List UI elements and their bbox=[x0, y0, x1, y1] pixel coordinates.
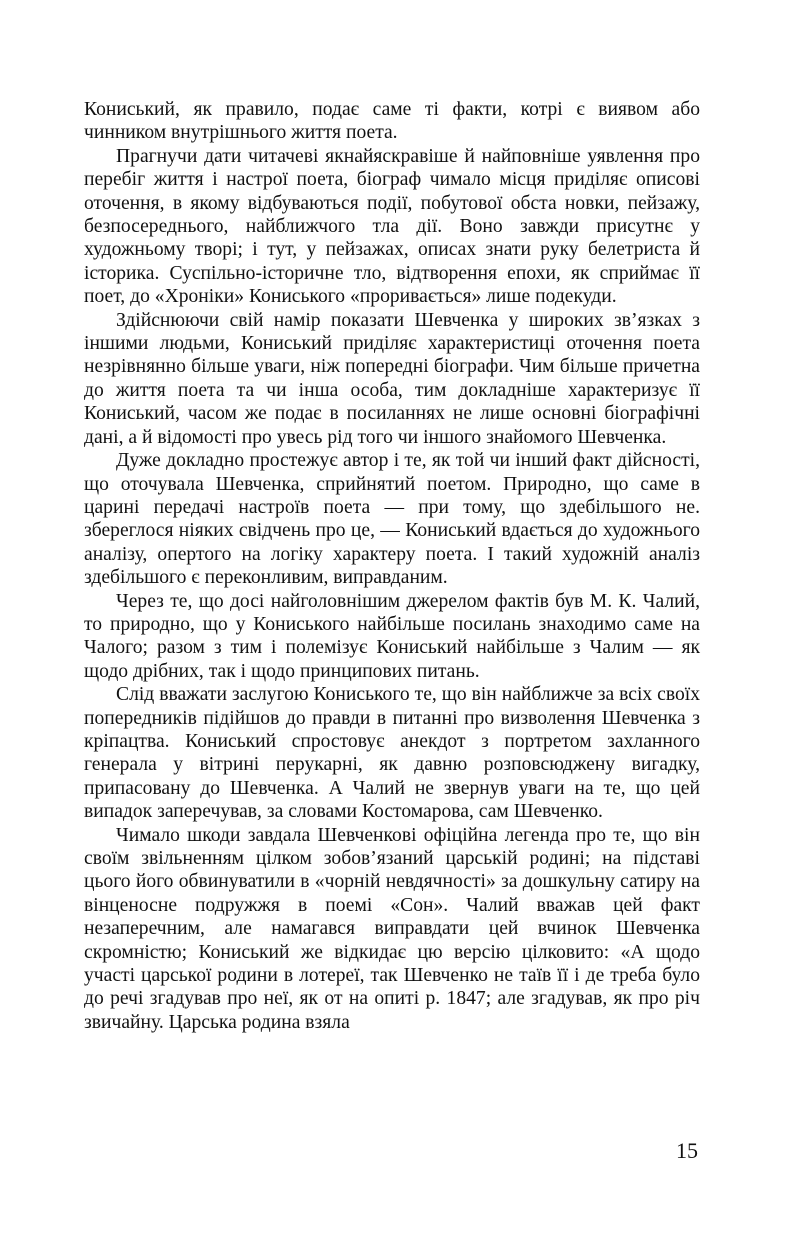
paragraph-3: Здійснюючи свій намір показати Шевченка у широких зв’язках з іншими людьми, Кониський приділяє характеристиці оточення поета незрівнянно більше уваги, ніж попередні біографи. Чим більше причетна до життя поета та чи інша особа, тим докладніше характеризує її Кониський, часом же подає в посиланнях не лише основні біографічні дані, а й відомості про увесь рід того чи іншого знайомого Шевченка. bbox=[84, 309, 700, 448]
page-number: 15 bbox=[676, 1138, 698, 1163]
paragraph-1: Кониський, як правило, подає саме ті факти, котрі є виявом або чинником внутрішнього життя поета. bbox=[84, 99, 700, 144]
body-text bbox=[84, 98, 700, 1034]
paragraph-5: Через те, що досі найголовнішим джерелом фактів був М. К. Чалий, то природно, що у Кониського найбільше посилань знаходимо саме на Чалого; разом з тим і полемізує Кониський найбільше з Чалим — як щодо дрібних, так і щодо принципових питань. bbox=[84, 590, 700, 682]
paragraph-6: Слід вважати заслугою Кониського те, що він найближче за всіх своїх попередників підійшов до правди в питанні про визволення Шевченка з кріпацтва. Кониський спростовує анекдот з портретом захланного генерала у вітрині перукарні, як давню розповсюджену вигадку, припасовану до Шевченка. А Чалий не звернув уваги на те, що цей випадок заперечував, за словами Костомарова, сам Шевченко. bbox=[84, 684, 700, 823]
paragraph-2: Прагнучи дати читачеві якнайяскравіше й найповніше уявлення про перебіг життя і настрої поета, біограф чимало місця приділяє описові оточення, в якому відбуваються події, побутової обста новки, пейзажу, безпосереднього, найближчого тла дії. Воно завжди присутнє у художньому творі; і тут, у пейзажах, описах знати руку белетриста й історика. Суспільно-історичне тло, відтворення епохи, як сприймає її поет, до «Хроніки» Кониського «проривається» лише подекуди. bbox=[84, 145, 700, 308]
paragraph-4: Дуже докладно простежує автор і те, як той чи інший факт дійсності, що оточувала Шевченка, сприйнятий поетом. Природно, що саме в царині передачі настроїв поета — при тому, що здебільшого не. збереглося ніяких свідчень про це, — Кониський вдається до художнього аналізу, опертого на логіку характеру поета. І такий художній аналіз здебільшого є переконливим, виправданим. bbox=[84, 450, 700, 589]
paragraph-7: Чимало шкоди завдала Шевченкові офіційна легенда про те, що він своїм звільненням цілком зобов’язаний царській родині; на підставі цього його обвинуватили в «чорній невдячності» за дошкульну сатиру на вінценосне подружжя в поемі «Сон». Чалий вважав цей факт незаперечним, але намагався виправдати цей вчинок Шевченка скромністю; Кониський же відкидає цю версію цілковито: «А щодо участі царської родини в лотереї, так Шевченко не таїв її і де треба було до речі згадував про неї, як от на опиті р. 1847; але згадував, як про річ звичайну. Царська родина взяла bbox=[84, 824, 700, 1033]
